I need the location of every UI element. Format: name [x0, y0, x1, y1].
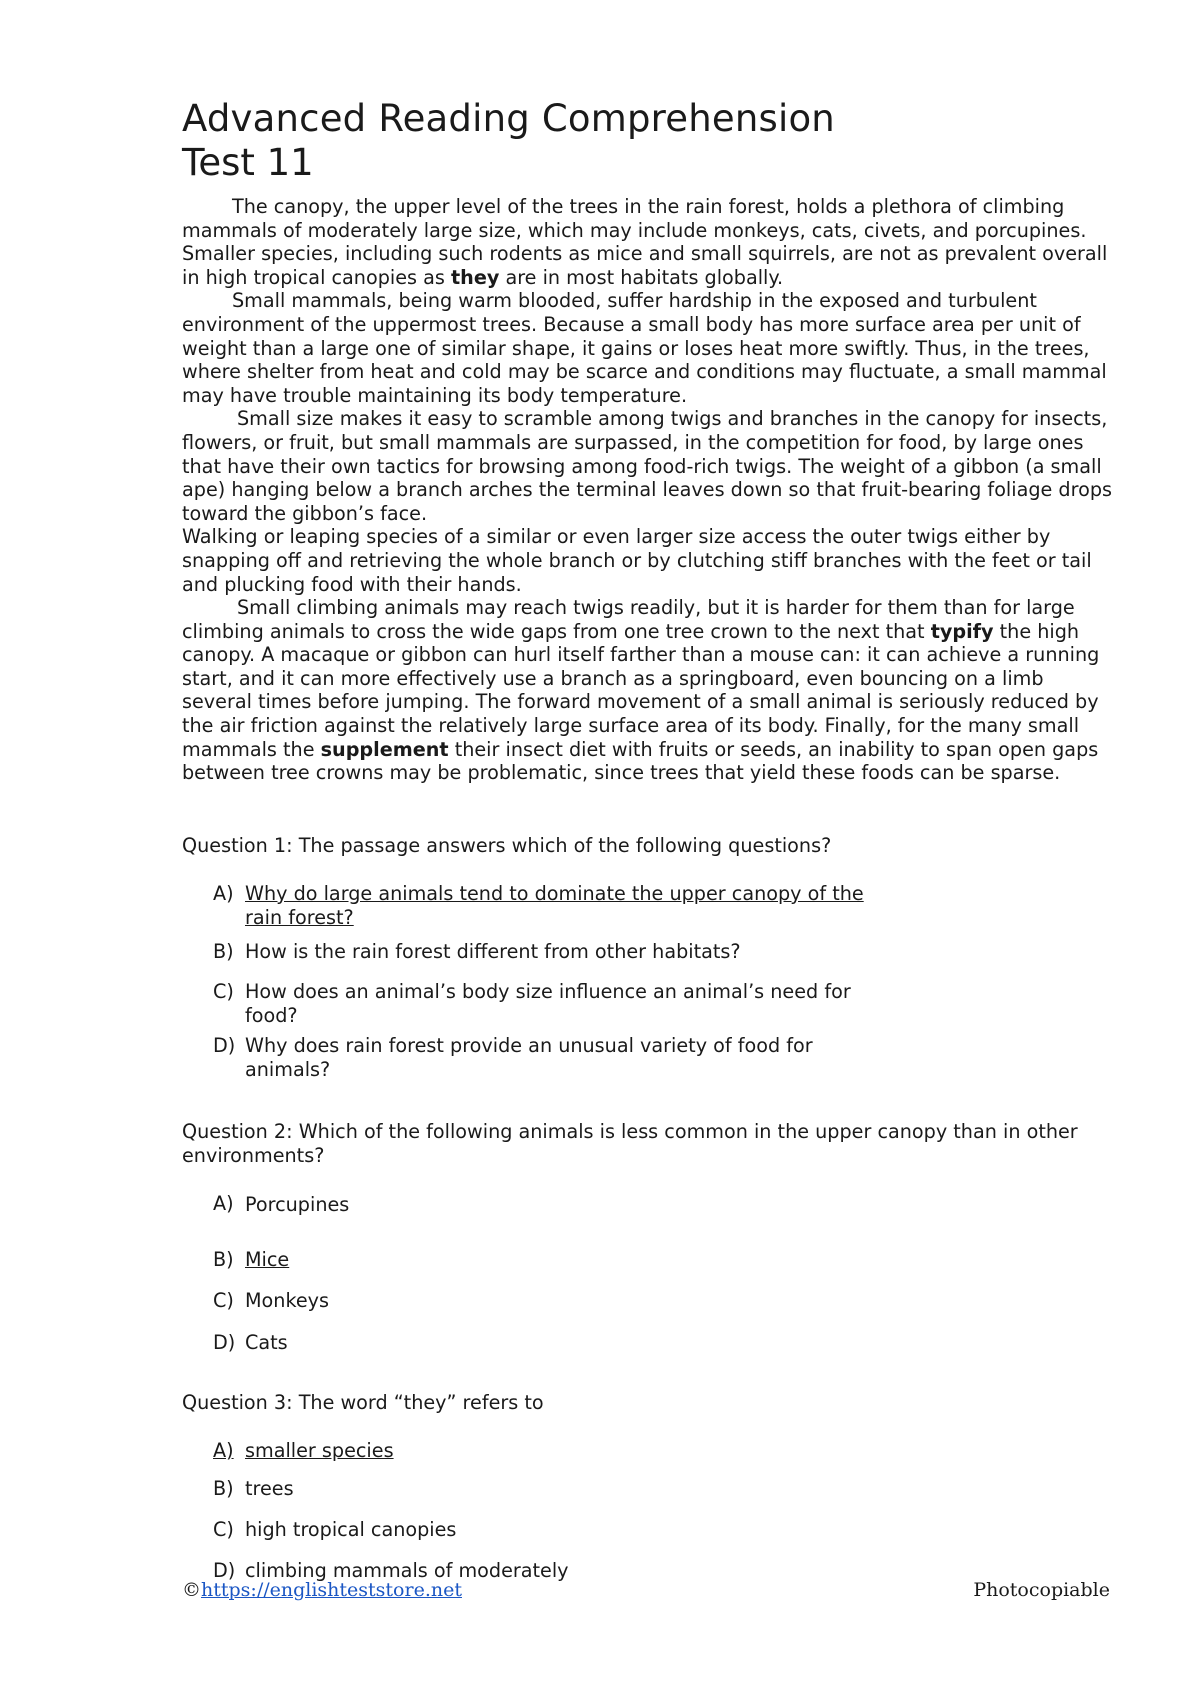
question-2-option-a[interactable]: A) Porcupines — [213, 1192, 350, 1216]
question-3-option-a[interactable]: A) smaller species — [213, 1439, 394, 1462]
copyright-symbol: © — [182, 1579, 201, 1601]
passage-paragraph-4: Walking or leaping species of a similar or even larger size access the outer twigs either by snapping off and retrieving the whole branch or by clutching stiff branches with the feet or tail and plucking food with their hands. — [182, 525, 1092, 596]
document-title: Advanced Reading Comprehension — [182, 97, 835, 140]
footer-photocopiable: Photocopiable — [973, 1579, 1110, 1601]
question-1-option-c[interactable]: C) How does an animal’s body size influence an animal’s need for food? — [213, 980, 851, 1027]
document-title-line-2: Test 11 — [182, 141, 314, 184]
question-1-option-b[interactable]: B) How is the rain forest different from other habitats? — [213, 940, 741, 963]
highlighted-word-they: they — [450, 265, 500, 289]
question-3-prompt: Question 3: The word “they” refers to — [182, 1391, 544, 1414]
question-3-option-c[interactable]: C) high tropical canopies — [213, 1518, 457, 1541]
passage-paragraph-5: Small climbing animals may reach twigs readily, but it is harder for them than for large climbing animals to cross the wide gaps from one tree crown to the next that typify the high canopy. A macaque or gibbon can hurl itself farther than a mouse can: it can achieve a running start, and it can more effectively use a branch as a springboard, even bouncing on a limb several times before jumping. The forward movement of a small animal is seriously reduced by the air friction against the relatively large surface area of its body. Finally, for the many small mammals the supplement their insect diet with fruits or seeds, an inability to span open gaps between tree crowns may be problematic, since trees that yield these foods can be sparse. — [182, 596, 1100, 785]
highlighted-word-typify: typify — [930, 619, 994, 643]
question-1-prompt: Question 1: The passage answers which of the following questions? — [182, 834, 832, 857]
question-3-option-d[interactable]: D) climbing mammals of moderately — [213, 1559, 569, 1582]
passage-paragraph-3: Small size makes it easy to scramble among twigs and branches in the canopy for insects, flowers, or fruit, but small mammals are surpassed, in the competition for food, by large ones that have their own tactics for browsing among food-rich twigs. The weight of a gibbon (a small ape) hanging below a branch arches the terminal leaves down so that fruit-bearing foliage drops toward the gibbon’s face. — [182, 407, 1112, 525]
passage-paragraph-1: The canopy, the upper level of the trees in the rain forest, holds a plethora of climbing mammals of moderately large size, which may include monkeys, cats, civets, and porcupines. Smaller species, including such rodents as mice and small squirrels, are not as prevalent overall in high tropical canopies as they are in most habitats globally. — [182, 195, 1108, 289]
reading-passage — [182, 195, 1112, 785]
question-2-option-d[interactable]: D) Cats — [213, 1331, 288, 1354]
footer-left — [182, 1578, 462, 1602]
question-2-prompt: Question 2: Which of the following animals is less common in the upper canopy than in other environments? — [182, 1120, 1078, 1167]
question-2-option-b[interactable]: B) Mice — [213, 1248, 290, 1271]
question-1-option-a[interactable]: A) Why do large animals tend to dominate the upper canopy of the rain forest? — [213, 882, 864, 929]
highlighted-word-supplement: supplement — [320, 737, 449, 761]
question-3-option-b[interactable]: B) trees — [213, 1477, 294, 1500]
question-2-option-c[interactable]: C) Monkeys — [213, 1289, 330, 1312]
passage-paragraph-2: Small mammals, being warm blooded, suffer hardship in the exposed and turbulent environment of the uppermost trees. Because a small body has more surface area per unit of weight than a large one of similar shape, it gains or loses heat more swiftly. Thus, in the trees, where shelter from heat and cold may be scarce and conditions may fluctuate, a small mammal may have trouble maintaining its body temperature. — [182, 289, 1107, 407]
question-1-option-d[interactable]: D) Why does rain forest provide an unusual variety of food for animals? — [213, 1034, 813, 1081]
footer-website-link[interactable]: https://englishteststore.net — [201, 1579, 462, 1601]
